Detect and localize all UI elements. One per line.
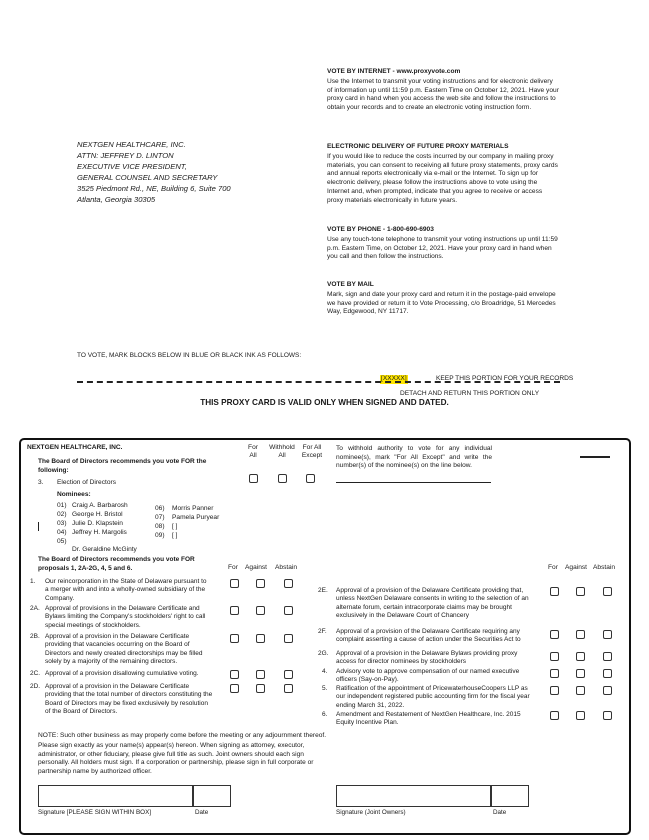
card-company-name: NEXTGEN HEALTHCARE, INC. bbox=[27, 444, 123, 451]
address-line: Atlanta, Georgia 30305 bbox=[77, 195, 156, 204]
proposal-text: Approval of a provision of the Delaware Certificate providing that, unless NextGen Delaware consents in writing to the selection of an alternate forum, certain intracorporate claims may be brought exclusively in the Delaware Court of Chancery bbox=[336, 587, 529, 620]
control-code: [XXXXX] bbox=[381, 375, 407, 382]
col-withhold-all: Withhold All bbox=[269, 444, 295, 460]
return-address bbox=[77, 139, 287, 205]
joint-date-label: Date bbox=[493, 809, 507, 816]
electronic-delivery-body: If you would like to reduce the costs incurred by our company in mailing proxy materials, you can consent to receiving all future proxy statements, proxy cards and annual reports electronically via e-mail or the Internet. To sign up for electronic delivery, please follow the instructions above to vote using the Internet and, when prompted, indicate that you agree to receive or access proxy materials electronically in future years. bbox=[327, 152, 558, 204]
proposal-number: 4. bbox=[322, 668, 328, 675]
proposal-2a-against-checkbox[interactable] bbox=[256, 606, 265, 615]
proposal-2b-against-checkbox[interactable] bbox=[256, 634, 265, 643]
proposal-text: Approval of a provision disallowing cumulative voting. bbox=[45, 670, 199, 677]
detach-portion-label: DETACH AND RETURN THIS PORTION ONLY bbox=[400, 390, 540, 397]
electronic-delivery-heading: ELECTRONIC DELIVERY OF FUTURE PROXY MATERIALS bbox=[327, 143, 509, 150]
col-abstain-right: Abstain bbox=[593, 564, 615, 571]
proposal-text: Approval of a provision in the Delaware Bylaws providing proxy access for director nominees by stockholders bbox=[336, 650, 518, 666]
proposal-2g-abstain-checkbox[interactable] bbox=[603, 652, 612, 661]
mark-instructions: TO VOTE, MARK BLOCKS BELOW IN BLUE OR BLACK INK AS FOLLOWS: bbox=[77, 352, 302, 359]
proposal-number: 6. bbox=[322, 711, 328, 718]
vote-mail-heading: VOTE BY MAIL bbox=[327, 281, 374, 288]
withhold-instructions: To withhold authority to vote for any individual nominee(s), mark "For All Except" and write the number(s) of the nominee(s) on the line below. bbox=[336, 445, 492, 470]
proposal-1-against-checkbox[interactable] bbox=[256, 579, 265, 588]
proposal-2g-for-checkbox[interactable] bbox=[550, 652, 559, 661]
proposal-2b-for-checkbox[interactable] bbox=[230, 634, 239, 643]
nominee-name: Jeffrey H. Margolis bbox=[72, 528, 127, 536]
board-recommendation-proposals: The Board of Directors recommends you vote FOR proposals 1, 2A-2G, 4, 5 and 6. bbox=[38, 556, 195, 572]
proposal-5-against-checkbox[interactable] bbox=[576, 686, 585, 695]
proposal-1-abstain-checkbox[interactable] bbox=[284, 579, 293, 588]
valid-notice: THIS PROXY CARD IS VALID ONLY WHEN SIGNED AND DATED. bbox=[200, 398, 449, 407]
proposal-number: 2F. bbox=[318, 628, 327, 635]
note-text: NOTE: Such other business as may properly come before the meeting or any adjournment thereof. bbox=[38, 732, 327, 739]
proposal-text: Approval of a provision in the Delaware Certificate providing that the total number of directors constituting the Board of Directors may be fixed exclusively by resolution of the Board of Directors. bbox=[45, 683, 213, 716]
election-label: Election of Directors bbox=[57, 479, 116, 486]
nominees-left-list bbox=[57, 502, 137, 555]
proposal-2f-for-checkbox[interactable] bbox=[550, 630, 559, 639]
vote-internet-heading: VOTE BY INTERNET - www.proxyvote.com bbox=[327, 68, 461, 75]
proposal-text: Approval of a provision of the Delaware Certificate requiring any complaint asserting a cause of action under the Securities Act to bbox=[336, 628, 521, 644]
nominees-label: Nominees: bbox=[57, 491, 91, 498]
nominee-name: Morris Panner bbox=[172, 505, 214, 512]
proposal-4-abstain-checkbox[interactable] bbox=[603, 669, 612, 678]
col-for-all-except: For All Except bbox=[301, 444, 323, 460]
proposal-5-abstain-checkbox[interactable] bbox=[603, 686, 612, 695]
address-line: EXECUTIVE VICE PRESIDENT, bbox=[77, 162, 187, 171]
nominee-exception-line[interactable] bbox=[336, 482, 491, 483]
proposal-2e-abstain-checkbox[interactable] bbox=[603, 587, 612, 596]
vote-phone-section bbox=[327, 226, 559, 262]
nominee-name: Dr. Geraldine McGinty bbox=[72, 546, 137, 554]
proposal-2d-abstain-checkbox[interactable] bbox=[284, 684, 293, 693]
proposal-2f-against-checkbox[interactable] bbox=[576, 630, 585, 639]
col-for-left: For bbox=[228, 564, 238, 571]
proposal-2a-abstain-checkbox[interactable] bbox=[284, 606, 293, 615]
nominee-number: 06) bbox=[155, 505, 165, 512]
proposal-number: 2G. bbox=[318, 650, 329, 657]
election-number: 3. bbox=[38, 479, 44, 486]
vote-mail-body: Mark, sign and date your proxy card and return it in the postage-paid envelope we have provided or return it to Vote Processing, c/o Broadridge, 51 Mercedes Way, Edgewood, NY 11717. bbox=[327, 290, 556, 316]
board-recommendation-nominees: The Board of Directors recommends you vote FOR the following: bbox=[38, 458, 207, 474]
proposal-number: 2A. bbox=[30, 605, 40, 612]
address-line: NEXTGEN HEALTHCARE, INC. bbox=[77, 140, 186, 149]
proposal-number: 2D. bbox=[30, 683, 41, 690]
proposal-number: 2B. bbox=[30, 633, 40, 640]
proposal-4-against-checkbox[interactable] bbox=[576, 669, 585, 678]
joint-date-box[interactable] bbox=[491, 785, 529, 807]
vote-phone-heading: VOTE BY PHONE - 1-800-690-6903 bbox=[327, 226, 434, 233]
proposal-2a-for-checkbox[interactable] bbox=[230, 606, 239, 615]
nominee-number: 09) bbox=[155, 531, 165, 539]
proposal-text: Amendment and Restatement of NextGen Healthcare, Inc. 2015 Equity Incentive Plan. bbox=[336, 711, 521, 727]
proposal-2d-against-checkbox[interactable] bbox=[256, 684, 265, 693]
vote-internet-body: Use the Internet to transmit your voting instructions and for electronic delivery of information up until 11:59 p.m. Eastern Time on October 12, 2021. Have your proxy card in hand when you access the web site and follow the instructions to obtain your records and to create an electronic voting instruction form. bbox=[327, 77, 559, 112]
proposal-text: Approval of a provision in the Delaware Certificate providing that vacancies occurring on the Board of Directors and newly created directorships may be filled solely by a majority of the remaining directors. bbox=[45, 633, 203, 666]
proposal-2b-abstain-checkbox[interactable] bbox=[284, 634, 293, 643]
nominees-right-list bbox=[155, 505, 219, 541]
col-against-left: Against bbox=[245, 564, 267, 571]
proposal-1-for-checkbox[interactable] bbox=[230, 579, 239, 588]
proposal-2c-against-checkbox[interactable] bbox=[256, 670, 265, 679]
proposal-2d-for-checkbox[interactable] bbox=[230, 684, 239, 693]
proposal-2c-abstain-checkbox[interactable] bbox=[284, 670, 293, 679]
nominee-number: 05) bbox=[57, 537, 67, 545]
proposal-2e-against-checkbox[interactable] bbox=[576, 587, 585, 596]
col-for-all: For All bbox=[248, 444, 258, 460]
vote-mail-section bbox=[327, 281, 559, 317]
signing-instructions: Please sign exactly as your name(s) appear(s) hereon. When signing as attorney, executor, administrator, or other fiduciary, please give full title as such. Joint owners should each sign personally. All holders must sign. If a corporation or partnership, please sign in full corporate or partnership name by authorized officer. bbox=[38, 742, 314, 776]
joint-signature-label: Signature (Joint Owners) bbox=[336, 809, 406, 816]
proposal-6-for-checkbox[interactable] bbox=[550, 711, 559, 720]
col-for-right: For bbox=[548, 564, 558, 571]
col-abstain-left: Abstain bbox=[275, 564, 297, 571]
electronic-delivery-section bbox=[327, 143, 559, 206]
nominee-name: Pamela Puryear bbox=[172, 513, 220, 521]
nominee-name: Julie D. Klapstein bbox=[72, 519, 123, 527]
proposal-number: 1. bbox=[30, 578, 36, 585]
nominee-number: 01) bbox=[57, 502, 67, 509]
nominee-name: George H. Bristol bbox=[72, 510, 123, 518]
proposal-6-against-checkbox[interactable] bbox=[576, 711, 585, 720]
nominee-number: 03) bbox=[57, 519, 67, 527]
withhold-all-checkbox[interactable] bbox=[278, 474, 287, 483]
proposal-2g-against-checkbox[interactable] bbox=[576, 652, 585, 661]
proposal-number: 2E. bbox=[318, 587, 328, 594]
vote-internet-section bbox=[327, 68, 559, 113]
vote-phone-body: Use any touch-tone telephone to transmit your voting instructions up until 11:59 p.m. Eastern Time, on October 12, 2021. Have your proxy card in hand when you call and then follow the instructions. bbox=[327, 235, 558, 261]
nominee-name: [ ] bbox=[172, 531, 178, 539]
date-label: Date bbox=[195, 809, 209, 816]
address-line: 3525 Piedmont Rd., NE, Building 6, Suite 700 bbox=[77, 184, 231, 193]
proposal-text: Ratification of the appointment of PricewaterhouseCoopers LLP as our independent registered public accounting firm for the fiscal year ending March 31, 2022. bbox=[336, 685, 530, 709]
detach-line bbox=[77, 381, 560, 383]
for-all-checkbox[interactable] bbox=[249, 474, 258, 483]
margin-mark bbox=[38, 522, 39, 531]
keep-portion-label: KEEP THIS PORTION FOR YOUR RECORDS bbox=[436, 375, 574, 382]
nominee-number: 04) bbox=[57, 528, 67, 536]
proposal-text: Our reincorporation in the State of Delaware pursuant to a merger with and into a wholly-owned subsidiary of the Company. bbox=[45, 578, 207, 602]
nominee-number: 02) bbox=[57, 510, 67, 518]
nominee-name: Craig A. Barbarosh bbox=[72, 502, 128, 509]
nominee-name: [ ] bbox=[172, 522, 178, 530]
nominee-number: 07) bbox=[155, 513, 165, 521]
nominee-number bbox=[57, 546, 70, 555]
signature-label: Signature [PLEASE SIGN WITHIN BOX] bbox=[38, 809, 152, 816]
proposal-2f-abstain-checkbox[interactable] bbox=[603, 630, 612, 639]
proposal-number: 2C. bbox=[30, 670, 41, 677]
address-line: ATTN: JEFFREY D. LINTON bbox=[77, 151, 174, 160]
proposal-5-for-checkbox[interactable] bbox=[550, 686, 559, 695]
col-against-right: Against bbox=[565, 564, 587, 571]
nominee-number: 08) bbox=[155, 522, 165, 530]
dash-mark bbox=[580, 456, 610, 458]
for-all-except-checkbox[interactable] bbox=[306, 474, 315, 483]
proposal-text: Approval of provisions in the Delaware Certificate and Bylaws limiting the Company's stockholders' right to call special meetings of stockholders. bbox=[45, 605, 206, 629]
proposal-text: Advisory vote to approve compensation of our named executive officers (Say-on-Pay). bbox=[336, 668, 520, 684]
proposal-6-abstain-checkbox[interactable] bbox=[603, 711, 612, 720]
proposal-2e-for-checkbox[interactable] bbox=[550, 587, 559, 596]
signature-date-box[interactable] bbox=[193, 785, 231, 807]
proposal-2c-for-checkbox[interactable] bbox=[230, 670, 239, 679]
proposal-4-for-checkbox[interactable] bbox=[550, 669, 559, 678]
address-line: GENERAL COUNSEL AND SECRETARY bbox=[77, 173, 218, 182]
signature-box[interactable] bbox=[38, 785, 193, 807]
proposal-number: 5. bbox=[322, 685, 328, 692]
joint-signature-box[interactable] bbox=[336, 785, 491, 807]
